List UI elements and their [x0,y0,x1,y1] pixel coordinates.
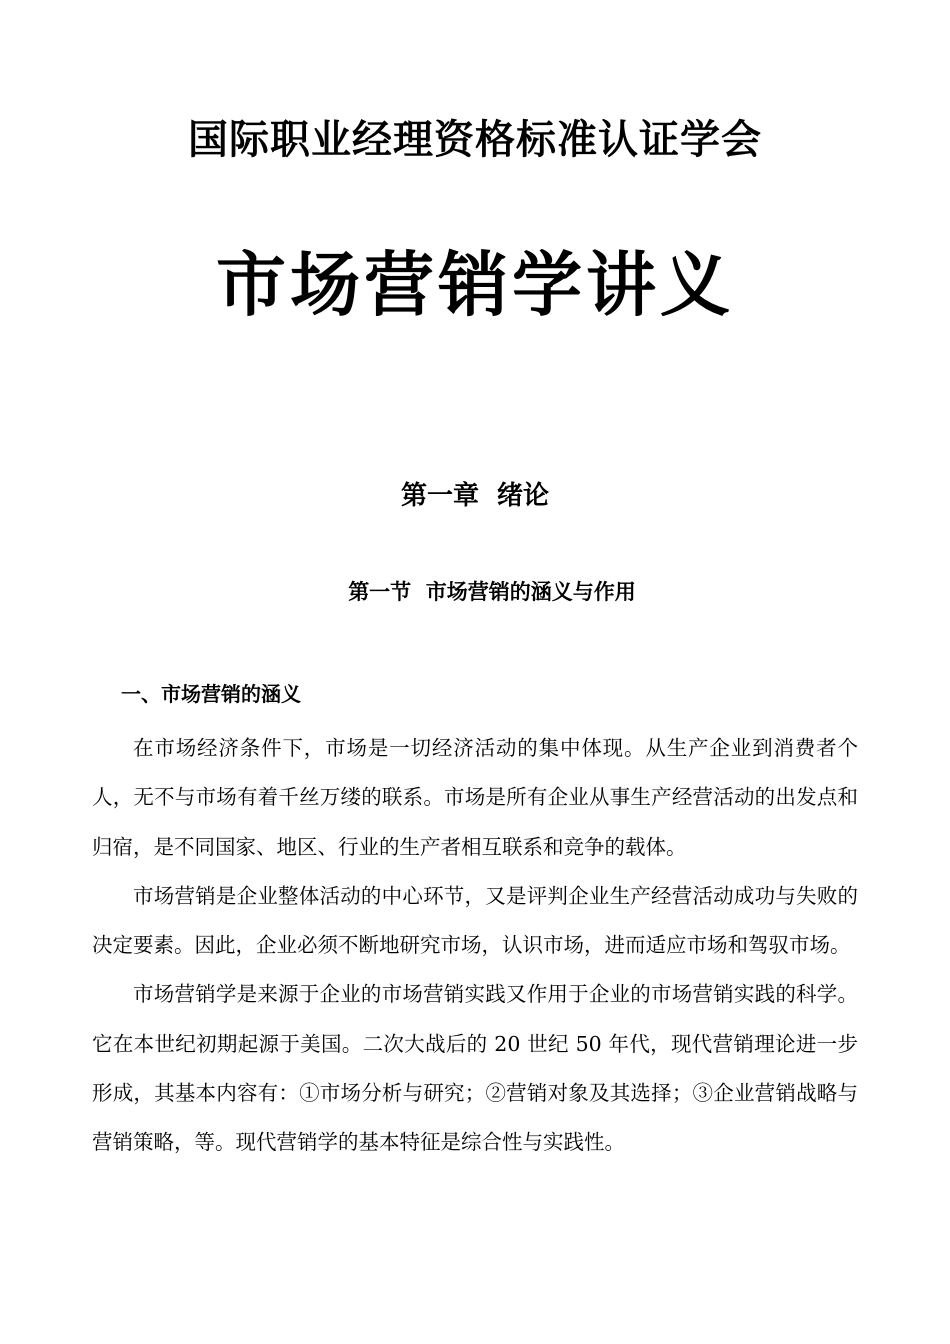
paragraph: 市场营销是企业整体活动的中心环节，又是评判企业生产经营活动成功与失败的决定要素。因此，企业必须不断地研究市场，认识市场，进而适应市场和驾驭市场。 [92,883,858,958]
paragraph: 市场营销学是来源于企业的市场营销实践又作用于企业的市场营销实践的科学。它在本世纪初期起源于美国。二次大战后的 20 世纪 50 年代，现代营销理论进一步形成，其基本内容有：①市场分析与研究；②营销对象及其选择；③企业营销战略与营销策略，等。现代营销学的基本特征是综合性与实践性。 [92,982,858,1155]
section-title: 第一节 市场营销的涵义与作用 [348,579,636,604]
paragraph: 在市场经济条件下，市场是一切经济活动的集中体现。从生产企业到消费者个人，无不与市场有着千丝万缕的联系。市场是所有企业从事生产经营活动的出发点和归宿，是不同国家、地区、行业的生产者相互联系和竞争的载体。 [92,736,858,859]
subsection-heading: 一、市场营销的涵义 [121,682,301,706]
chapter-title: 第一章 绪论 [400,481,550,511]
organization-title: 国际职业经理资格标准认证学会 [188,116,762,163]
document-main-title: 市场营销学讲义 [216,243,734,326]
body-text [92,724,858,1168]
